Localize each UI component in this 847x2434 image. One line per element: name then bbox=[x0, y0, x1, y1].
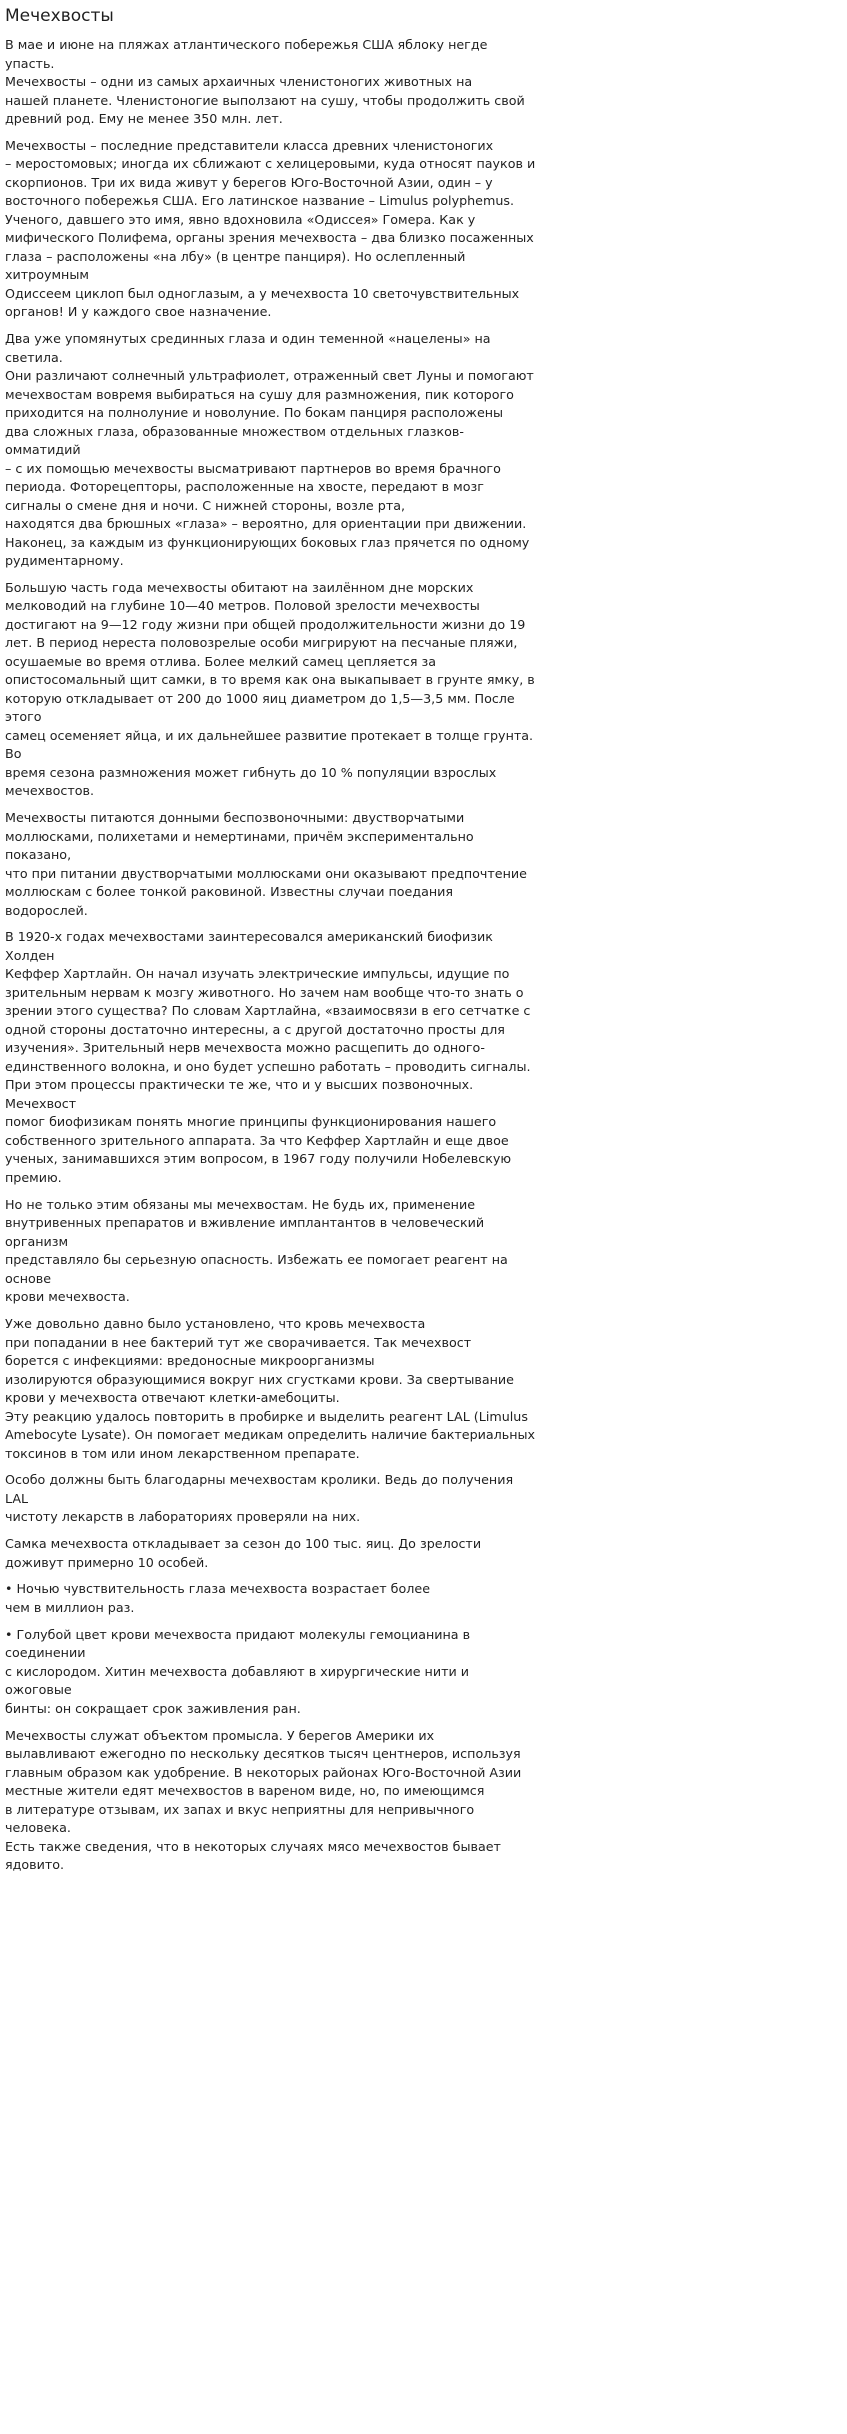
paragraph-classification: Мечехвосты – последние представители класса древних членистоногих – меростомовых; иногда их сближают с хелицеровыми, куда относят пауков и скорпионов. Три их вида живут у берегов Юго-Восточной Азии, один – у восточного побережья США. Его латинское название – Limulus polyphemus. Ученого, давшего это имя, явно вдохновила «Одиссея» Гомера. Как у мифического Полифема, органы зрения мечехвоста – два близко посаженных глаза – расположены «на лбу» (в центре панциря). Но ослепленный хитроумным Одиссеем циклоп был одноглазым, а у мечехвоста 10 светочувствительных органов! И у каждого свое назначение. bbox=[5, 137, 536, 320]
article bbox=[0, 0, 547, 1875]
paragraph-blood-lal: Уже довольно давно было установлено, что кровь мечехвоста при попадании в нее бактерий тут же сворачивается. Так мечехвост борется с инфекциями: вредоносные микроорганизмы изолируются образующимися вокруг них сгустками крови. За свертывание крови у мечехвоста отвечают клетки-амебоциты. Эту реакцию удалось повторить в пробирке и выделить реагент LAL (Limulus Amebocyte Lysate). Он помогает медикам определить наличие бактериальных токсинов в том или ином лекарственном препарате. bbox=[5, 1316, 536, 1461]
paragraph-habitat: Большую часть года мечехвосты обитают на заилённом дне морских мелководий на глубине 10—40 метров. Половой зрелости мечехвосты достигают на 9—12 году жизни при общей продолжительности жизни до 19 лет. В период нереста половозрелые особи мигрируют на песчаные пляжи, осушаемые во время отлива. Более мелкий самец цепляется за опистосомальный щит самки, в то время как она выкапывает в грунте ямку, в которую откладывает от 200 до 1000 яиц диаметром до 1,5—3,5 мм. После этого самец осеменяет яйца, и их дальнейшее развитие протекает в толще грунта. Во время сезона размножения может гибнуть до 10 % популяции взрослых мечехвостов. bbox=[5, 579, 535, 799]
bullet-blue-blood: • Голубой цвет крови мечехвоста придают молекулы гемоцианина в соединении с кислородом. Хитин мечехвоста добавляют в хирургические нити и ожоговые бинты: он сокращает срок заживления ран. bbox=[5, 1626, 471, 1716]
paragraph-medicine: Но не только этим обязаны мы мечехвостам. Не будь их, применение внутривенных препаратов и вживление имплантантов в человеческий организм представляло бы серьезную опасность. Избежать ее помогает реагент на основе крови мечехвоста. bbox=[5, 1196, 508, 1305]
paragraph-eggs: Самка мечехвоста откладывает за сезон до 100 тыс. яиц. До зрелости доживут примерно 10 особей. bbox=[5, 1536, 482, 1570]
paragraph-hartline: В 1920-х годах мечехвостами заинтересовался американский биофизик Холден Кеффер Хартлайн. Он начал изучать электрические импульсы, идущие по зрительным нервам к мозгу животного. Но зачем нам вообще что-то знать о зрении этого существа? По словам Хартлайна, «взаимосвязи в его сетчатке с одной стороны достаточно интересны, а с другой достаточно просты для изучения». Зрительный нерв мечехвоста можно расщепить до одного- единственного волокна, и оно будет успешно работать – проводить сигналы. При этом процессы практически те же, что и у высших позвоночных. Мечехвост помог биофизикам понять многие принципы функционирования нашего собственного зрительного аппарата. За что Кеффер Хартлайн и еще двое ученых, занимавшихся этим вопросом, в 1967 году получили Нобелевскую премию. bbox=[5, 929, 531, 1185]
paragraph-eyes: Два уже упомянутых срединных глаза и один теменной «нацелены» на светила. Они различают солнечный ультрафиолет, отраженный свет Луны и помогают мечехвостам вовремя выбираться на сушу для размножения, пик которого приходится на полнолуние и новолуние. По бокам панциря расположены два сложных глаза, образованные множеством отдельных глазков-омматидий – с их помощью мечехвосты высматривают партнеров во время брачного периода. Фоторецепторы, расположенные на хвосте, передают в мозг сигналы о смене дня и ночи. С нижней стороны, возле рта, находятся два брюшных «глаза» – вероятно, для ориентации при движении. Наконец, за каждым из функционирующих боковых глаз прячется по одному рудиментарному. bbox=[5, 331, 534, 569]
paragraph-fishing: Мечехвосты служат объектом промысла. У берегов Америки их вылавливают ежегодно по нескольку десятков тысяч центнеров, используя главным образом как удобрение. В некоторых районах Юго-Восточной Азии местные жители едят мечехвостов в вареном виде, но, по имеющимся в литературе отзывам, их запах и вкус неприятны для непривычного человека. Есть также сведения, что в некоторых случаях мясо мечехвостов бывает ядовито. bbox=[5, 1727, 522, 1873]
paragraph-intro: В мае и июне на пляжах атлантического побережья США яблоку негде упасть. Мечехвосты – одни из самых архаичных членистоногих животных на нашей планете. Членистоногие выползают на сушу, чтобы продолжить свой древний род. Ему не менее 350 млн. лет. bbox=[5, 37, 525, 126]
paragraph-rabbits: Особо должны быть благодарны мечехвостам кролики. Ведь до получения LAL чистоту лекарств в лабораториях проверяли на них. bbox=[5, 1472, 514, 1525]
paragraph-diet: Мечехвосты питаются донными беспозвоночными: двустворчатыми моллюсками, полихетами и немертинами, причём экспериментально показано, что при питании двустворчатыми моллюсками они оказывают предпочтение моллюскам с более тонкой раковиной. Известны случаи поедания водорослей. bbox=[5, 810, 527, 918]
article-title: Мечехвосты bbox=[5, 6, 114, 26]
bullet-night-vision: • Ночью чувствительность глаза мечехвоста возрастает более чем в миллион раз. bbox=[5, 1581, 430, 1615]
